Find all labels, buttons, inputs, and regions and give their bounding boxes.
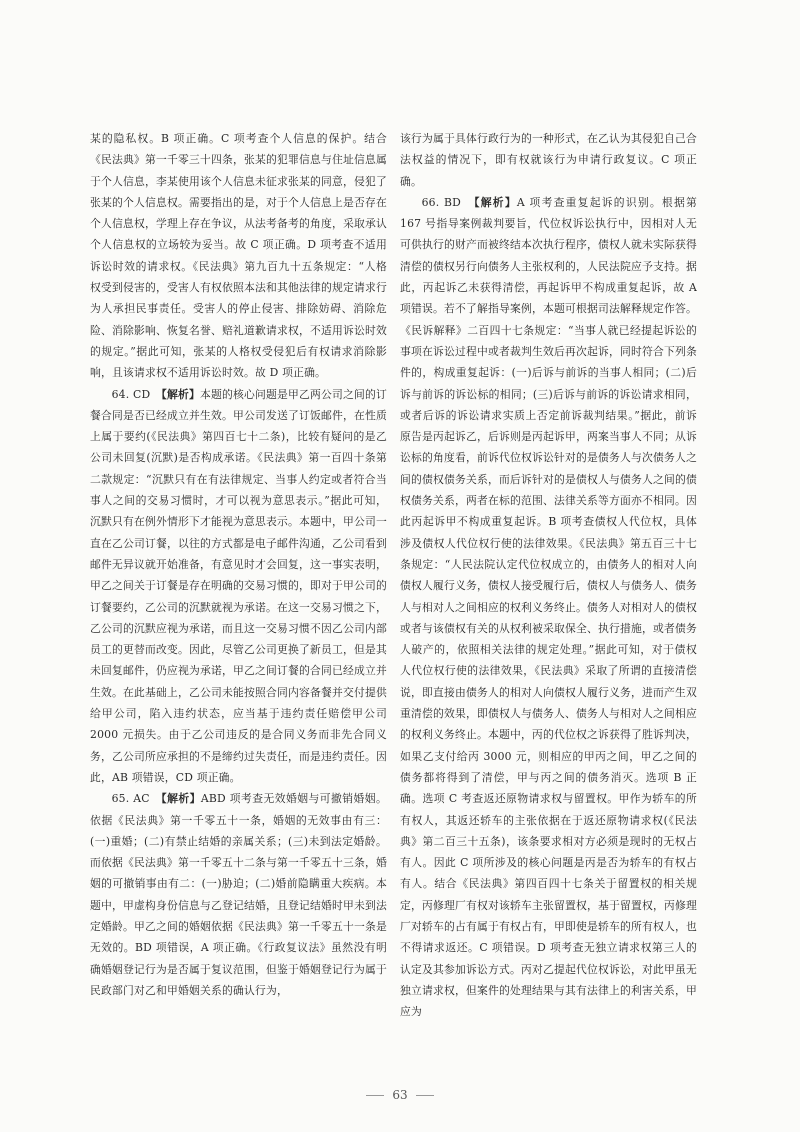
right-column (400, 128, 697, 1022)
paragraph-63-continued: 某的隐私权。B 项正确。C 项考查个人信息的保护。结合《民法典》第一千零三十四条，张某的犯罪信息与住址信息属于个人信息，李某使用该个人信息未征求张某的同意，侵犯了张某的个人信息权。需要指出的是，对于个人信息上是否存在个人信息权，学理上存在争议，从法考备考的角度，采取承认个人信息权的立场较为妥当。故 C 项正确。D 项考查不适用诉讼时效的请求权。《民法典》第九百九十五条规定：“人格权受到侵害的，受害人有权依照本法和其他法律的规定请求行为人承担民事责任。受害人的停止侵害、排除妨碍、消除危险、消除影响、恢复名誉、赔礼道歉请求权，不适用诉讼时效的规定。”据此可知，张某的人格权受侵犯后有权请求消除影响，且该请求权不适用诉讼时效。故 D 项正确。 (90, 132, 387, 380)
analysis-tag-66: 【解析】 (474, 195, 517, 209)
answer-number-66: 66. BD (421, 195, 475, 209)
footer-dash-right (416, 1095, 434, 1096)
analysis-tag-64: 【解析】 (161, 387, 200, 401)
analysis-text-65: ABD 项考查无效婚姻与可撤销婚姻。依据《民法典》第一千零五十一条，婚姻的无效事由有三：(一)重婚；(二)有禁止结婚的亲属关系；(三)未到法定婚龄。而依据《民法典》第一千零五十二条与第一千零五十三条，婚姻的可撤销事由有二：(一)胁迫；(二)婚前隐瞒重大疾病。本题中，甲虚构身份信息与乙登记结婚，且登记结婚时甲未到法定婚龄。甲乙之间的婚姻依据《民法典》第一千零五十一条是无效的。BD 项错误，A 项正确。《行政复议法》虽然没有明确婚姻登记行为是否属于复议范围，但鉴于婚姻登记行为属于民政部门对乙和甲婚姻关系的确认行为， (90, 792, 388, 997)
paragraph-64 (90, 384, 387, 789)
analysis-text-64: 本题的核心问题是甲乙两公司之间的订餐合同是否已经成立并生效。甲公司发送了订饭邮件，在性质上属于要约(《民法典》第四百七十二条)，比较有疑问的是乙公司未回复(沉默)是否构成承诺。《民法典》第一百四十条第二款规定：“沉默只有在有法律规定、当事人约定或者符合当事人之间的交易习惯时，才可以视为意思表示。”据此可知，沉默只有在例外情形下才能视为意思表示。本题中，甲公司一直在乙公司订餐，以往的方式都是电子邮件沟通，乙公司看到邮件无异议就开始准备，有意见时才会回复，这一事实表明，甲乙之间关于订餐是存在明确的交易习惯的，即对于甲公司的订餐要约，乙公司的沉默就视为承诺。在这一交易习惯之下，乙公司的沉默应视为承诺，而且这一交易习惯不因乙公司内部员工的更替而改变。因此，尽管乙公司更换了新员工，但是其未回复邮件，仍应视为承诺，甲乙之间订餐的合同已经成立并生效。在此基础上，乙公司未能按照合同内容备餐并交付提供给甲公司，陷入违约状态，应当基于违约责任赔偿甲公司 2000 元损失。由于乙公司违反的是合同义务而非先合同义务，乙公司所应承担的不是缔约过失责任，而是违约责任。因此，AB 项错误，CD 项正确。 (90, 387, 388, 784)
paragraph-65 (90, 788, 387, 1001)
paragraph-65-continued: 该行为属于具体行政行为的一种形式，在乙认为其侵犯自己合法权益的情况下，即有权就该行为申请行政复议。C 项正确。 (400, 132, 697, 188)
left-column (90, 128, 387, 1001)
answer-number-64: 64. CD (111, 387, 162, 401)
page-number: 63 (392, 1088, 408, 1102)
paragraph-66 (400, 192, 697, 1023)
footer-dash-left (366, 1095, 384, 1096)
analysis-text-66: A 项考查重复起诉的识别。根据第 167 号指导案例裁判要旨，代位权诉讼执行中，因相对人无可供执行的财产而被终结本次执行程序，债权人就未实际获得清偿的债权另行向债务人主张权利的，人民法院应予支持。据此，丙起诉乙未获得清偿，再起诉甲不构成重复起诉，故 A 项错误。若不了解指导案例，本题可根据司法解释规定作答。《民诉解释》二百四十七条规定：“当事人就已经提起诉讼的事项在诉讼过程中或者裁判生效后再次起诉，同时符合下列条件的，构成重复起诉：(一)后诉与前诉的当事人相同；(二)后诉与前诉的诉讼标的相同；(三)后诉与前诉的诉讼请求相同，或者后诉的诉讼请求实质上否定前诉裁判结果。”据此，前诉原告是丙起诉乙，后诉则是丙起诉甲，两案当事人不同；从诉讼标的角度看，前诉代位权诉讼针对的是债务人与次债务人之间的债权债务关系，而后诉针对的是债权人与债务人之间的债权债务关系，两者在标的范围、法律关系等方面亦不相同。因此丙起诉甲不构成重复起诉。B 项考查债权人代位权，具体涉及债权人代位权行使的法律效果。《民法典》第五百三十七条规定：“人民法院认定代位权成立的，由债务人的相对人向债权人履行义务，债权人接受履行后，债权人与债务人、债务人与相对人之间相应的权利义务终止。债务人对相对人的债权或者与该债权有关的从权利被采取保全、执行措施，或者债务人破产的，依照相关法律的规定处理。”据此可知，对于债权人代位权行使的法律效果，《民法典》采取了所谓的直接清偿说，即直接由债务人的相对人向债权人履行义务，进而产生双重清偿的效果，即债权人与债务人、债务人与相对人之间相应的权利义务终止。本题中，丙的代位权之诉获得了胜诉判决，如果乙支付给丙 3000 元，则相应的甲丙之间，甲乙之间的债务都将得到了清偿，甲与丙之间的债务消灭。选项 B 正确。选项 C 考查返还原物请求权与留置权。甲作为轿车的所有权人，其返还轿车的主张依据在于返还原物请求权(《民法典》第二百三十五条)，该条要求相对方必须是现时的无权占有人。因此 C 项所涉及的核心问题是丙是否为轿车的有权占有人。结合《民法典》第四百四十七条关于留置权的相关规定，丙修理厂有权对该轿车主张留置权，基于留置权，丙修理厂对轿车的占有属于有权占有，甲即使是轿车的所有权人，也不得请求返还。C 项错误。D 项考查无独立请求权第三人的认定及其参加诉讼方式。丙对乙提起代位权诉讼，对此甲虽无独立请求权，但案件的处理结果与其有法律上的利害关系，甲应为 (400, 195, 697, 1019)
analysis-tag-65: 【解析】 (161, 792, 201, 806)
answer-number-65: 65. AC (111, 792, 162, 806)
page-footer (0, 1088, 800, 1102)
